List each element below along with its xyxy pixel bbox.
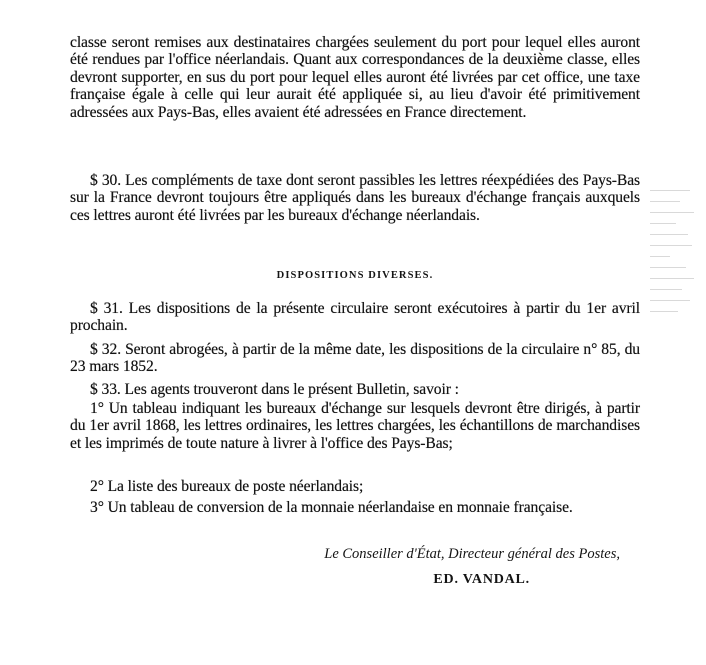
paragraph-section-31: $ 31. Les dispositions de la présente circulaire seront exécutoires à partir du 1er avril prochain. <box>70 300 640 335</box>
signature-name: ED. VANDAL. <box>433 572 530 587</box>
show-through-marks <box>650 190 696 520</box>
signature-title: Le Conseiller d'État, Directeur général des Postes, <box>324 546 620 562</box>
section-heading: DISPOSITIONS DIVERSES. <box>276 270 434 281</box>
paragraph-section-32: $ 32. Seront abrogées, à partir de la même date, les dispositions de la circulaire n° 85, du 23 mars 1852. <box>70 341 640 376</box>
paragraph-section-30: $ 30. Les compléments de taxe dont seront passibles les lettres réexpédiées des Pays-Bas sur la France devront toujours être appliqués dans les bureaux d'échange français auxquels ces lettres auront été livrées par les bureaux d'échange néerlandais. <box>70 172 640 224</box>
list-item-1: 1° Un tableau indiquant les bureaux d'échange sur lesquels devront être dirigés, à partir du 1er avril 1868, les lettres ordinaires, les lettres chargées, les échantillons de marchandises et les imprimés de toute nature à livrer à l'office des Pays-Bas; <box>70 400 640 452</box>
list-item-3: 3° Un tableau de conversion de la monnaie néerlandaise en monnaie française. <box>90 499 573 516</box>
paragraph-continuation: classe seront remises aux destinataires chargées seulement du port pour lequel elles auront été rendues par l'office néerlandais. Quant aux correspondances de la deuxième classe, elles devront supporter, en sus du port pour lequel elles auront été livrées par cet office, une taxe française égale à celle qui leur aurait été appliquée si, au lieu d'avoir été primitivement adressées aux Pays-Bas, elles avaient été adressées en France directement. <box>70 34 640 121</box>
paragraph-section-33: $ 33. Les agents trouveront dans le présent Bulletin, savoir : <box>90 381 459 398</box>
list-item-2: 2° La liste des bureaux de poste néerlandais; <box>90 478 364 495</box>
